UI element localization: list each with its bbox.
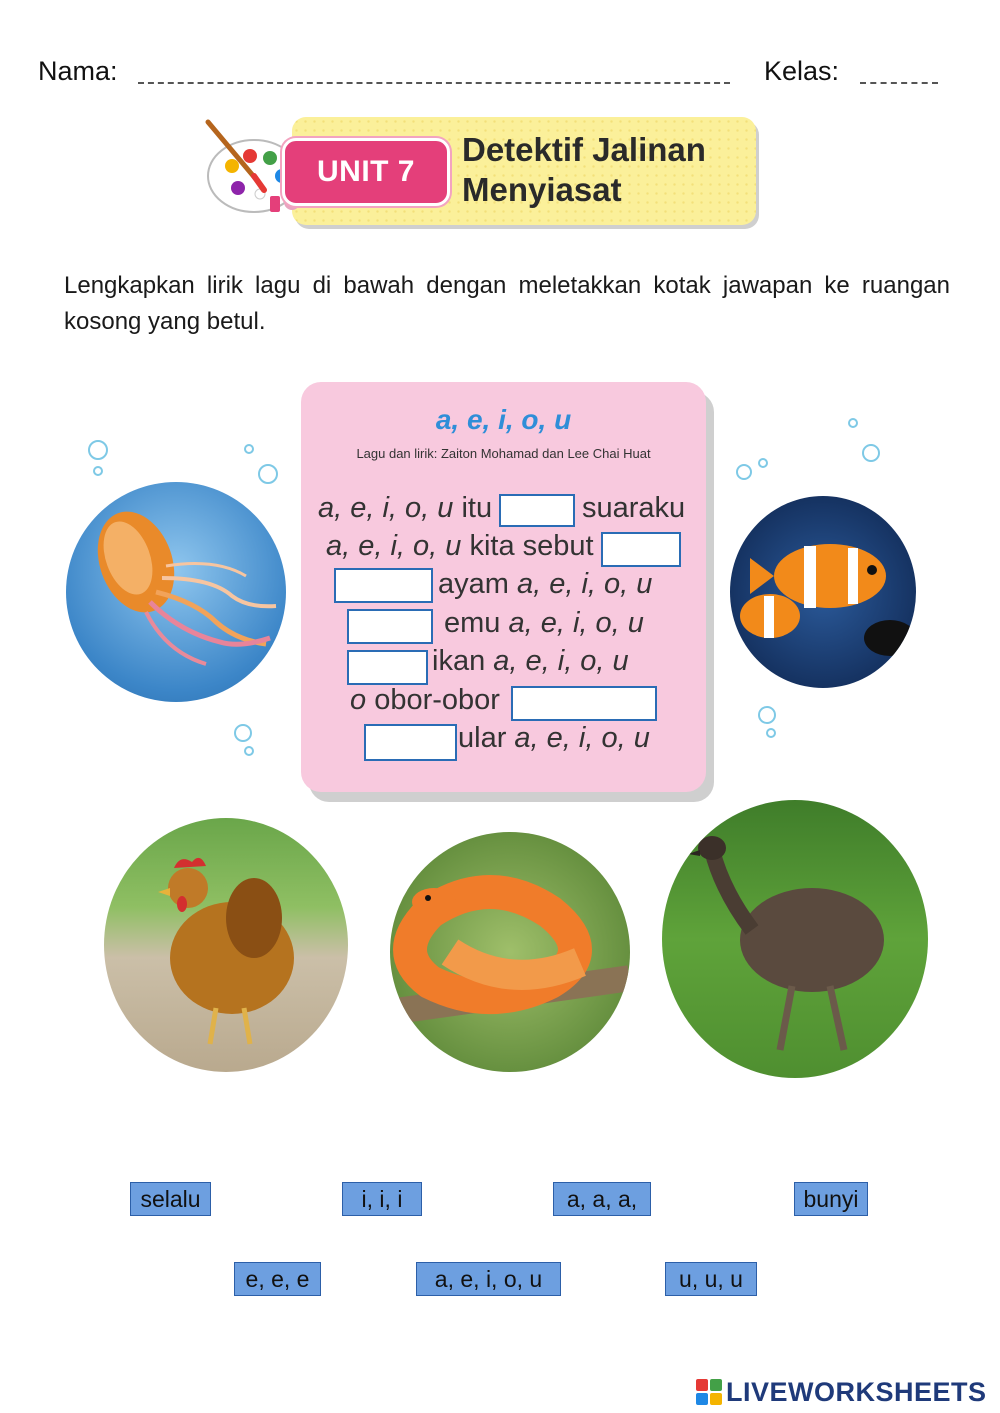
bubble-decoration	[862, 444, 880, 462]
answer-slot-7[interactable]	[364, 724, 457, 761]
bubble-decoration	[244, 444, 254, 454]
answer-tile-a-e-i-o-u[interactable]: a, e, i, o, u	[416, 1262, 561, 1296]
bubble-decoration	[93, 466, 103, 476]
jellyfish-photo	[66, 482, 286, 702]
clownfish-photo	[730, 496, 916, 688]
answer-slot-4[interactable]	[347, 609, 433, 644]
lyric-vowels: a, e, i, o, u	[318, 492, 454, 524]
liveworksheets-logo-icon	[696, 1379, 722, 1405]
answer-tile-bunyi[interactable]: bunyi	[794, 1182, 868, 1216]
lyric-vowels: a, e, i, o, u	[326, 530, 462, 562]
lyric-word: ikan	[432, 645, 486, 677]
song-credit: Lagu dan lirik: Zaiton Mohamad dan Lee Chai Huat	[356, 446, 651, 461]
lyric-word: emu	[444, 607, 501, 639]
lyric-line-4	[444, 607, 644, 640]
brand-name: LIVEWORKSHEETS	[726, 1376, 987, 1407]
snake-photo	[390, 832, 630, 1072]
answer-slot-3[interactable]	[334, 568, 433, 603]
emu-photo	[662, 800, 928, 1078]
bubble-decoration	[244, 746, 254, 756]
liveworksheets-logo	[696, 1374, 987, 1410]
instruction-text: Lengkapkan lirik lagu di bawah dengan meletakkan kotak jawapan ke ruangan kosong yang betul.	[64, 272, 950, 335]
bubble-decoration	[88, 440, 108, 460]
bubble-decoration	[258, 464, 278, 484]
lyric-word: itu	[461, 492, 493, 524]
bubble-decoration	[848, 418, 858, 428]
lyric-vowels: o	[350, 684, 367, 716]
lyric-word: suaraku	[582, 492, 686, 524]
lyric-line-2	[326, 530, 594, 563]
bubble-decoration	[736, 464, 752, 480]
lyric-vowels: a, e, i, o, u	[514, 722, 650, 754]
answer-tile-selalu[interactable]: selalu	[130, 1182, 211, 1216]
bubble-decoration	[758, 706, 776, 724]
lyric-vowels: a, e, i, o, u	[508, 607, 644, 639]
page-title	[462, 130, 752, 210]
lyric-word: obor-obor	[374, 684, 500, 716]
lyric-word: ular	[458, 722, 507, 754]
lyric-line-5	[432, 645, 629, 678]
lyric-line-1	[318, 492, 492, 525]
answer-slot-6[interactable]	[511, 686, 657, 721]
name-label: Nama:	[38, 56, 118, 86]
class-field[interactable]	[860, 82, 938, 84]
bubble-decoration	[766, 728, 776, 738]
answer-slot-1[interactable]	[499, 494, 575, 527]
unit-badge: UNIT 7	[282, 138, 450, 206]
lyric-line-3	[438, 568, 652, 601]
bubble-decoration	[758, 458, 768, 468]
name-field[interactable]	[138, 82, 730, 84]
lyric-word: kita sebut	[469, 530, 594, 562]
lyric-vowels: a, e, i, o, u	[493, 645, 629, 677]
lyric-word: ayam	[438, 568, 509, 600]
bubble-decoration	[234, 724, 252, 742]
answer-tile-i-i-i[interactable]: i, i, i	[342, 1182, 422, 1216]
class-label: Kelas:	[764, 56, 840, 86]
lyric-line-6	[350, 684, 500, 717]
answer-tile-e-e-e[interactable]: e, e, e	[234, 1262, 321, 1296]
title-line-2: Menyiasat	[462, 171, 622, 208]
song-title: a, e, i, o, u	[435, 404, 572, 435]
title-line-1: Detektif Jalinan	[462, 131, 706, 168]
answer-slot-5[interactable]	[347, 650, 428, 685]
answer-tile-u-u-u[interactable]: u, u, u	[665, 1262, 757, 1296]
hen-photo	[104, 818, 348, 1072]
lyric-vowels: a, e, i, o, u	[516, 568, 653, 600]
answer-slot-2[interactable]	[601, 532, 681, 567]
lyric-line-7	[458, 722, 650, 755]
answer-tile-a-a-a[interactable]: a, a, a,	[553, 1182, 651, 1216]
